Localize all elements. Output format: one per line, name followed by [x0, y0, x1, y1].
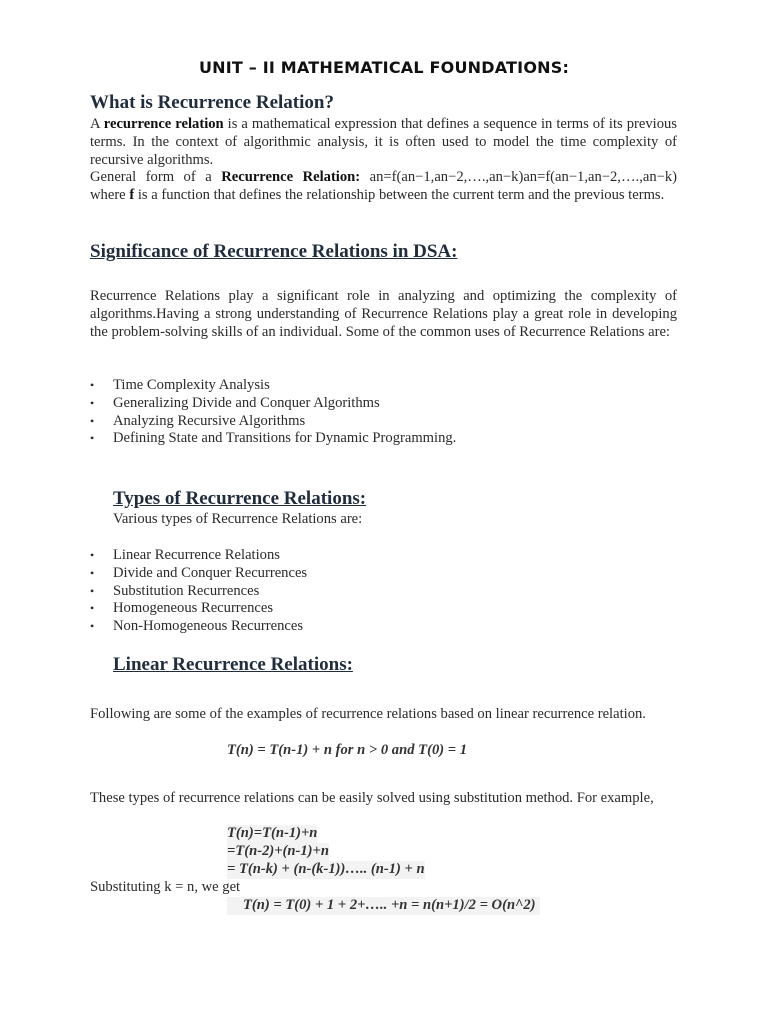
list-item-label: Time Complexity Analysis [113, 377, 270, 393]
equation-result: T(n) = T(0) + 1 + 2+….. +n = n(n+1)/2 = O(n^2) [227, 897, 540, 915]
list-item [90, 565, 690, 583]
text: General form of a [90, 169, 222, 185]
bold-term: f [129, 186, 135, 203]
list-item-label: Generalizing Divide and Conquer Algorithms [113, 394, 380, 411]
bullet-icon: • [90, 378, 95, 392]
bold-term: Recurrence Relation: [221, 169, 361, 185]
list-item-label: Divide and Conquer Recurrences [113, 564, 308, 581]
paragraph-definition [90, 116, 677, 169]
heading-types: Types of Recurrence Relations: [113, 488, 367, 509]
list-item [90, 413, 690, 431]
list-item [90, 618, 690, 636]
bullet-icon: • [90, 583, 95, 598]
bullet-icon: • [90, 619, 95, 634]
text: is a function that defines the relationship between the current term and the previous terms. [134, 186, 665, 203]
bold-term: recurrence relation [103, 116, 224, 132]
list-item [90, 600, 690, 618]
heading-significance: Significance of Recurrence Relations in DSA: [90, 241, 458, 262]
list-item-label: Non-Homogeneous Recurrences [113, 618, 304, 635]
text: an=f(an−1,an−2,….,an−k)an=f(an−1,an−2,….,an−k) where [90, 169, 677, 203]
heading-what-is-recurrence: What is Recurrence Relation? [90, 92, 334, 113]
bullet-icon: • [90, 548, 95, 562]
heading-linear: Linear Recurrence Relations: [113, 654, 353, 675]
list-item-label: Defining State and Transitions for Dynamic Programming. [113, 430, 457, 447]
text: is a mathematical expression that defines a sequence in terms of its previous terms. In the context of algorithmic analysis, it is often used to model the time complexity of recursive algorithms. [90, 116, 677, 168]
equation-step: =T(n-2)+(n-1)+n [227, 843, 329, 859]
bullet-icon: • [90, 431, 95, 446]
list-item [90, 377, 690, 395]
list-item-label: Homogeneous Recurrences [113, 600, 274, 617]
paragraph-linear-examples: Following are some of the examples of recurrence relations based on linear recurrence relation. [90, 706, 646, 722]
list-item-label: Substitution Recurrences [113, 582, 260, 599]
equation-linear-example: T(n) = T(n-1) + n for n > 0 and T(0) = 1 [227, 742, 468, 758]
significance-list [90, 377, 690, 448]
bullet-icon: • [90, 565, 95, 580]
equation-step: T(n)=T(n-1)+n [227, 825, 318, 841]
list-item-label: Linear Recurrence Relations [113, 547, 280, 563]
bullet-icon: • [90, 413, 95, 428]
list-item [90, 547, 690, 565]
list-item [90, 395, 690, 413]
bullet-icon: • [90, 601, 95, 616]
paragraph-types-intro: Various types of Recurrence Relations are: [113, 511, 363, 527]
list-item [90, 583, 690, 601]
types-list [90, 547, 690, 636]
paragraph-general-form [90, 169, 677, 205]
paragraph-substituting: Substituting k = n, we get [90, 879, 241, 895]
paragraph-significance: Recurrence Relations play a significant role in analyzing and optimizing the complexity of algorithms.Having a strong understanding of Recurrence Relations play a great role in developing the problem-solving skills of an individual. Some of the common uses of Recurrence Relations are: [90, 288, 677, 340]
bullet-icon: • [90, 395, 95, 410]
unit-title: UNIT – II MATHEMATICAL FOUNDATIONS: [198, 58, 570, 77]
list-item [90, 430, 690, 448]
equation-step: = T(n-k) + (n-(k-1))….. (n-1) + n [227, 861, 425, 877]
list-item-label: Analyzing Recursive Algorithms [113, 412, 306, 429]
paragraph-substitution: These types of recurrence relations can be easily solved using substitution method. For example, [90, 790, 654, 806]
text: A [90, 116, 104, 132]
